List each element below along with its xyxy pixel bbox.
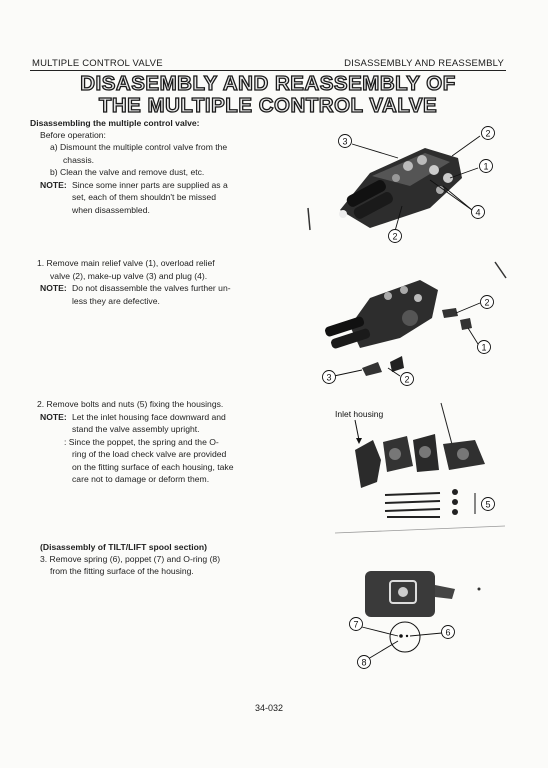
valve-body	[324, 262, 506, 376]
step3-line1: 3. Remove spring (6), poppet (7) and O-ring (8)	[40, 554, 221, 564]
step2-note-line2: stand the valve assembly upright.	[72, 424, 200, 434]
valve-assembly-photo-1	[300, 118, 515, 253]
housing-parts	[355, 434, 485, 488]
inlet-housing-label: Inlet housing	[335, 409, 384, 419]
step-b: b) Clean the valve and remove dust, etc.	[50, 167, 205, 177]
note-line2: set, each of them shouldn't be missed	[72, 192, 216, 202]
step2-note-line4: ring of the load check valve are provided	[72, 449, 227, 459]
callout-2: 2	[484, 297, 490, 308]
step2-note-line3: : Since the poppet, the spring and the O-	[64, 437, 219, 447]
header-rule	[30, 70, 506, 71]
page-number: 34-032	[255, 703, 284, 713]
step1-note-line1: Do not disassemble the valves further un-	[72, 283, 231, 293]
bolts	[385, 493, 440, 517]
valve-parts-photo-2	[310, 258, 515, 393]
housing-face-photo-4	[340, 565, 505, 675]
callout-2b: 2	[392, 231, 398, 242]
callout-5: 5	[485, 499, 491, 510]
header-right: DISASSEMBLY AND REASSEMBLY	[344, 58, 504, 69]
step1-note-label: NOTE:	[40, 283, 67, 293]
callout-1: 1	[481, 342, 487, 353]
callout-4: 4	[475, 207, 481, 218]
before-operation: Before operation:	[40, 130, 106, 140]
housing-face	[365, 571, 481, 617]
spool-section-heading: (Disassembly of TILT/LIFT spool section)	[40, 542, 207, 552]
callout-2b: 2	[404, 374, 410, 385]
page-title-line2: THE MULTIPLE CONTROL VALVE	[98, 94, 438, 117]
note-line1: Since some inner parts are supplied as a	[72, 180, 228, 190]
callout-6: 6	[445, 627, 451, 638]
callout-3: 3	[326, 372, 332, 383]
note-line3: when disassembled.	[72, 205, 150, 215]
step1-line2: valve (2), make-up valve (3) and plug (4).	[50, 271, 208, 281]
callout-2: 2	[485, 128, 491, 139]
step2-note-line6: care not to damage or deform them.	[72, 474, 210, 484]
step1-line1: 1. Remove main relief valve (1), overload relief	[37, 258, 215, 268]
step3-line2: from the fitting surface of the housing.	[50, 566, 194, 576]
step2-line1: 2. Remove bolts and nuts (5) fixing the housings.	[37, 399, 224, 409]
step2-note-label: NOTE:	[40, 412, 67, 422]
callout-1: 1	[483, 161, 489, 172]
section-heading: Disassembling the multiple control valve:	[30, 118, 200, 128]
note-label: NOTE:	[40, 180, 67, 190]
callout-8: 8	[361, 657, 367, 668]
housings-photo-3	[325, 400, 510, 540]
step1-note-line2: less they are defective.	[72, 296, 160, 306]
valve-body	[308, 148, 462, 230]
callout-7: 7	[353, 619, 359, 630]
step2-note-line5: on the fitting surface of each housing, take	[72, 462, 234, 472]
header-left: MULTIPLE CONTROL VALVE	[32, 58, 163, 69]
callout-3: 3	[342, 136, 348, 147]
page-title-line1: DISASEMBLY AND REASSEMBLY OF	[80, 72, 456, 95]
step-a-line1: a) Dismount the multiple control valve from the	[50, 142, 228, 152]
step2-note-line1: Let the inlet housing face downward and	[72, 412, 226, 422]
step-a-line2: chassis.	[63, 155, 95, 165]
